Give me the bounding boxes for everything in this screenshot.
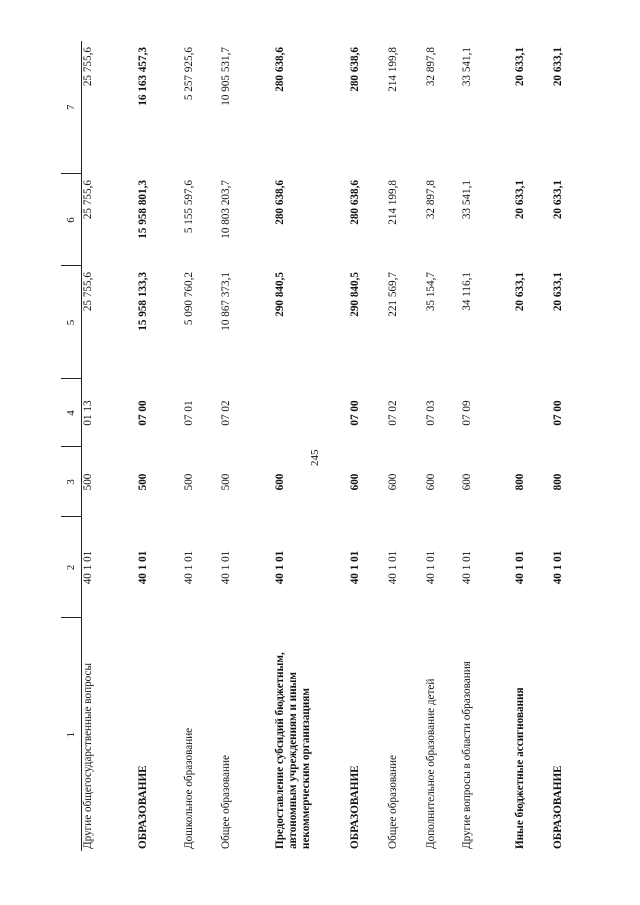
row-section-cell: 07 00 bbox=[551, 400, 564, 426]
row-amount-5-cell: 15 958 133,3 bbox=[136, 272, 149, 331]
row-expense-type-cell: 500 bbox=[82, 473, 94, 491]
table-row bbox=[183, 41, 220, 851]
table-row bbox=[425, 41, 461, 851]
row-amount-5-cell: 221 569,7 bbox=[386, 272, 399, 317]
row-amount-7-cell: 32 897,8 bbox=[424, 47, 437, 87]
table-row bbox=[514, 41, 552, 851]
row-amount-6-cell: 25 755,6 bbox=[82, 180, 94, 220]
table-row bbox=[82, 41, 137, 851]
row-target-code-cell: 40 1 01 bbox=[424, 550, 437, 585]
row-amount-7-cell: 280 638,6 bbox=[348, 47, 361, 92]
row-section-cell: 07 02 bbox=[386, 400, 399, 426]
table-row bbox=[461, 41, 514, 851]
row-name-cell: Общее образование bbox=[219, 755, 232, 849]
row-amount-7-cell: 20 633,1 bbox=[513, 47, 526, 87]
row-name-cell: Другие вопросы в области образования bbox=[460, 661, 473, 849]
row-amount-5-cell: 34 116,1 bbox=[460, 272, 473, 311]
row-section-cell bbox=[274, 379, 349, 447]
header-col-6: 6 bbox=[61, 174, 82, 266]
row-target-code-cell: 40 1 01 bbox=[82, 550, 94, 585]
row-name-cell: Дошкольное образование bbox=[182, 727, 195, 849]
row-expense-type-cell: 500 bbox=[136, 473, 149, 491]
table-row bbox=[387, 41, 425, 851]
row-amount-5-cell: 290 840,5 bbox=[348, 272, 361, 317]
row-amount-6-cell: 280 638,6 bbox=[348, 180, 361, 225]
row-name-cell: Предоставление субсидий бюджетным, автономным учреждениям и иным некоммерческим организациям bbox=[273, 652, 312, 849]
row-section-cell: 07 00 bbox=[348, 400, 361, 426]
row-expense-type-cell: 600 bbox=[386, 473, 399, 491]
row-amount-7-cell: 214 199,8 bbox=[386, 47, 399, 92]
row-section-cell bbox=[514, 379, 552, 447]
page-number: 245 bbox=[309, 449, 321, 466]
header-row bbox=[61, 41, 82, 851]
row-amount-5-cell: 20 633,1 bbox=[513, 272, 526, 312]
row-name-cell: Дополнительное образование детей bbox=[424, 678, 437, 849]
row-amount-7-cell: 5 257 925,6 bbox=[182, 47, 195, 101]
row-target-code-cell: 40 1 01 bbox=[219, 550, 232, 585]
row-amount-6-cell: 280 638,6 bbox=[273, 180, 286, 225]
header-col-1: 1 bbox=[61, 618, 82, 851]
row-section-cell: 07 01 bbox=[182, 400, 195, 426]
row-expense-type-cell: 800 bbox=[513, 473, 526, 491]
row-amount-6-cell: 5 155 597,6 bbox=[182, 180, 195, 234]
header-col-7: 7 bbox=[61, 41, 82, 174]
header-col-3: 3 bbox=[61, 447, 82, 517]
row-amount-7-cell: 25 755,6 bbox=[82, 47, 94, 87]
row-amount-6-cell: 10 803 203,7 bbox=[219, 180, 232, 239]
row-target-code-cell: 40 1 01 bbox=[273, 550, 286, 585]
row-target-code-cell: 40 1 01 bbox=[348, 550, 361, 585]
header-col-5: 5 bbox=[61, 266, 82, 379]
row-target-code-cell: 40 1 01 bbox=[182, 550, 195, 585]
row-expense-type-cell: 600 bbox=[348, 473, 361, 491]
row-amount-6-cell: 33 541,1 bbox=[460, 180, 473, 220]
row-name-cell: Общее образование bbox=[386, 755, 399, 849]
table-row bbox=[220, 41, 274, 851]
row-amount-6-cell: 20 633,1 bbox=[551, 180, 564, 220]
row-amount-6-cell: 32 897,8 bbox=[424, 180, 437, 220]
row-section-cell: 07 03 bbox=[424, 400, 437, 426]
row-amount-5-cell: 290 840,5 bbox=[273, 272, 286, 317]
row-amount-7-cell: 10 905 531,7 bbox=[219, 47, 232, 106]
row-amount-5-cell: 20 633,1 bbox=[551, 272, 564, 312]
row-expense-type-cell: 600 bbox=[424, 473, 437, 491]
row-name-cell: ОБРАЗОВАНИЕ bbox=[348, 765, 361, 849]
row-name-cell: Иные бюджетные ассигнования bbox=[513, 687, 526, 849]
row-section-cell: 07 00 bbox=[136, 400, 149, 426]
table-row bbox=[274, 41, 349, 851]
header-col-4: 4 bbox=[61, 379, 82, 447]
table-row bbox=[137, 41, 183, 851]
row-section-cell: 01 13 bbox=[82, 400, 94, 426]
header-col-2: 2 bbox=[61, 517, 82, 618]
row-amount-5-cell: 10 867 373,1 bbox=[219, 272, 232, 331]
row-amount-7-cell: 16 163 457,3 bbox=[136, 47, 149, 106]
row-section-cell: 07 09 bbox=[460, 400, 473, 426]
row-amount-5-cell: 5 090 760,2 bbox=[182, 272, 195, 326]
row-amount-7-cell: 33 541,1 bbox=[460, 47, 473, 87]
row-expense-type-cell: 600 bbox=[460, 473, 473, 491]
row-expense-type-cell: 500 bbox=[219, 473, 232, 491]
row-amount-7-cell: 280 638,6 bbox=[273, 47, 286, 92]
row-name-cell: ОБРАЗОВАНИЕ bbox=[551, 765, 564, 849]
row-section-cell: 07 02 bbox=[219, 400, 232, 426]
row-expense-type-cell: 600 bbox=[273, 473, 286, 491]
budget-table bbox=[61, 41, 586, 851]
row-target-code-cell: 40 1 01 bbox=[136, 550, 149, 585]
row-expense-type-cell: 500 bbox=[182, 473, 195, 491]
row-name-cell: ОБРАЗОВАНИЕ bbox=[136, 765, 149, 849]
row-amount-6-cell: 20 633,1 bbox=[513, 180, 526, 220]
row-amount-5-cell: 35 154,7 bbox=[424, 272, 437, 312]
row-amount-6-cell: 214 199,8 bbox=[386, 180, 399, 225]
row-expense-type-cell: 800 bbox=[551, 473, 564, 491]
table-row bbox=[552, 41, 586, 851]
row-amount-7-cell: 20 633,1 bbox=[551, 47, 564, 87]
row-amount-5-cell: 25 755,6 bbox=[82, 272, 94, 312]
row-target-code-cell: 40 1 01 bbox=[386, 550, 399, 585]
row-amount-6-cell: 15 958 801,3 bbox=[136, 180, 149, 239]
table-row bbox=[349, 41, 387, 851]
row-target-code-cell: 40 1 01 bbox=[513, 550, 526, 585]
row-target-code-cell: 40 1 01 bbox=[551, 550, 564, 585]
row-name-cell: Другие общегосударственные вопросы bbox=[82, 662, 94, 849]
row-target-code-cell: 40 1 01 bbox=[460, 550, 473, 585]
